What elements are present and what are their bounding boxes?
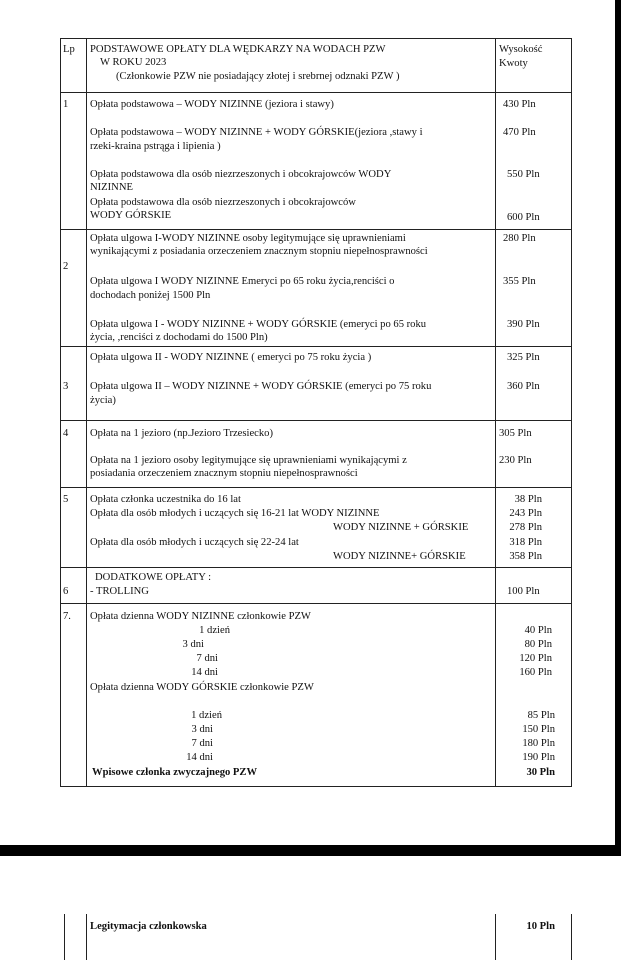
header-year: W ROKU 2023 bbox=[100, 57, 167, 68]
fee-description: WODY NIZINNE + GÓRSKIE bbox=[333, 522, 469, 533]
fee-description: rzeki-kraina pstrąga i lipienia ) bbox=[90, 141, 221, 152]
table-column-divider bbox=[86, 38, 87, 786]
row-number: 4 bbox=[63, 428, 69, 439]
table-column-divider bbox=[495, 38, 496, 786]
fee-description: Opłata ulgowa II - WODY NIZINNE ( emeryci po 75 roku życia ) bbox=[90, 352, 372, 363]
fee-amount: 230 Pln bbox=[499, 455, 532, 466]
fee-amount: 278 Pln bbox=[509, 522, 542, 533]
duration-label: 7 dni bbox=[196, 653, 218, 664]
fee-amount: 160 Pln bbox=[519, 667, 552, 678]
duration-label: 3 dni bbox=[182, 639, 204, 650]
fee-description: Opłata na 1 jezioro (np.Jezioro Trzesiecko) bbox=[90, 428, 273, 439]
duration-label: 1 dzień bbox=[191, 710, 222, 721]
fee-description: DODATKOWE OPŁATY : bbox=[95, 572, 212, 583]
fee-amount: 40 Pln bbox=[524, 625, 552, 636]
fee-description: NIZINNE bbox=[90, 182, 133, 193]
fee-amount: 325 Pln bbox=[507, 352, 540, 363]
fee-amount: 360 Pln bbox=[507, 381, 540, 392]
fee-description: Legitymacja członkowska bbox=[90, 921, 207, 932]
fee-description: życia, ,renciści z dochodami do 1500 Pln) bbox=[90, 332, 268, 343]
row-number: 6 bbox=[63, 586, 69, 597]
fee-amount: 85 Pln bbox=[527, 710, 555, 721]
fee-amount: 355 Pln bbox=[503, 276, 536, 287]
table-border-right bbox=[571, 914, 572, 960]
fee-description: Opłata na 1 jezioro osoby legitymujące się uprawnieniami wynikającymi z bbox=[90, 455, 407, 466]
row-number: 3 bbox=[63, 381, 69, 392]
fee-description: Opłata ulgowa I - WODY NIZINNE + WODY GÓRSKIE (emeryci po 65 roku bbox=[90, 319, 427, 330]
header-title: PODSTAWOWE OPŁATY DLA WĘDKARZY NA WODACH PZW bbox=[90, 44, 386, 55]
fee-amount: 10 Pln bbox=[526, 921, 555, 932]
fee-description: Opłata dla osób młodych i uczących się 16-21 lat WODY NIZINNE bbox=[90, 508, 380, 519]
row-number: 1 bbox=[63, 99, 69, 110]
fee-amount: 470 Pln bbox=[503, 127, 536, 138]
header-amount: Wysokość bbox=[499, 44, 543, 55]
fee-amount: 120 Pln bbox=[519, 653, 552, 664]
fee-description: Opłata podstawowa dla osób niezrzeszonych i obcokrajowców bbox=[90, 197, 356, 208]
fee-description: WODY NIZINNE+ GÓRSKIE bbox=[333, 551, 466, 562]
fee-amount: 80 Pln bbox=[524, 639, 552, 650]
fee-description: Opłata podstawowa – WODY NIZINNE (jeziora i stawy) bbox=[90, 99, 334, 110]
header-amount: Kwoty bbox=[499, 58, 528, 69]
fee-description: Opłata podstawowa – WODY NIZINNE + WODY GÓRSKIE(jeziora ,stawy i bbox=[90, 127, 423, 138]
fee-amount: 430 Pln bbox=[503, 99, 536, 110]
fee-description: Opłata członka uczestnika do 16 lat bbox=[90, 494, 241, 505]
fee-description: posiadania orzeczeniem znacznym stopniu niepełnosprawności bbox=[90, 468, 358, 479]
fee-amount: 550 Pln bbox=[507, 169, 540, 180]
fee-description: życia) bbox=[90, 395, 116, 406]
fee-amount: 390 Pln bbox=[507, 319, 540, 330]
table-border-right bbox=[571, 38, 572, 786]
fee-description: Opłata ulgowa I WODY NIZINNE Emeryci po 65 roku życia,renciści o bbox=[90, 276, 395, 287]
fee-description: dochodach poniżej 1500 Pln bbox=[90, 290, 211, 301]
duration-label: 14 dni bbox=[191, 667, 218, 678]
header-note: (Członkowie PZW nie posiadający złotej i srebrnej odznaki PZW ) bbox=[116, 71, 400, 82]
fee-amount: 30 Pln bbox=[526, 767, 555, 778]
fee-amount: 100 Pln bbox=[507, 586, 540, 597]
table-column-divider bbox=[86, 914, 87, 960]
fee-amount: 38 Pln bbox=[514, 494, 542, 505]
table-column-divider bbox=[495, 914, 496, 960]
table-border-left bbox=[60, 38, 61, 786]
fee-description: Opłata podstawowa dla osób niezrzeszonych i obcokrajowców WODY bbox=[90, 169, 392, 180]
fee-amount: 243 Pln bbox=[509, 508, 542, 519]
fee-amount: 180 Pln bbox=[522, 738, 555, 749]
fee-amount: 318 Pln bbox=[509, 537, 542, 548]
fee-description: - TROLLING bbox=[90, 586, 149, 597]
fee-description: Opłata dzienna WODY GÓRSKIE członkowie PZW bbox=[90, 682, 314, 693]
table-border-left bbox=[64, 914, 65, 960]
fee-amount: 150 Pln bbox=[522, 724, 555, 735]
fee-description: WODY GÓRSKIE bbox=[90, 210, 172, 221]
duration-label: 3 dni bbox=[191, 724, 213, 735]
fee-description: Opłata dzienna WODY NIZINNE członkowie PZW bbox=[90, 611, 311, 622]
fee-description: Opłata ulgowa II – WODY NIZINNE + WODY GÓRSKIE (emeryci po 75 roku bbox=[90, 381, 432, 392]
row-number: 7. bbox=[63, 611, 71, 622]
fee-amount: 305 Pln bbox=[499, 428, 532, 439]
fee-amount: 280 Pln bbox=[503, 233, 536, 244]
table-border-bottom bbox=[60, 786, 572, 787]
document-page-2 bbox=[0, 856, 621, 960]
fee-description: Opłata dla osób młodych i uczących się 22-24 lat bbox=[90, 537, 299, 548]
fee-description: Wpisowe członka zwyczajnego PZW bbox=[92, 767, 258, 778]
row-number: 2 bbox=[63, 261, 69, 272]
fee-description: wynikającymi z posiadania orzeczeniem znacznym stopniu niepełnosprawności bbox=[90, 246, 428, 257]
row-number: 5 bbox=[63, 494, 69, 505]
duration-label: 1 dzień bbox=[199, 625, 230, 636]
fee-amount: 600 Pln bbox=[507, 212, 540, 223]
fee-amount: 358 Pln bbox=[509, 551, 542, 562]
header-lp: Lp bbox=[63, 44, 75, 55]
fee-amount: 190 Pln bbox=[522, 752, 555, 763]
duration-label: 14 dni bbox=[186, 752, 213, 763]
duration-label: 7 dni bbox=[191, 738, 213, 749]
fee-description: Opłata ulgowa I-WODY NIZINNE osoby legitymujące się uprawnieniami bbox=[90, 233, 406, 244]
